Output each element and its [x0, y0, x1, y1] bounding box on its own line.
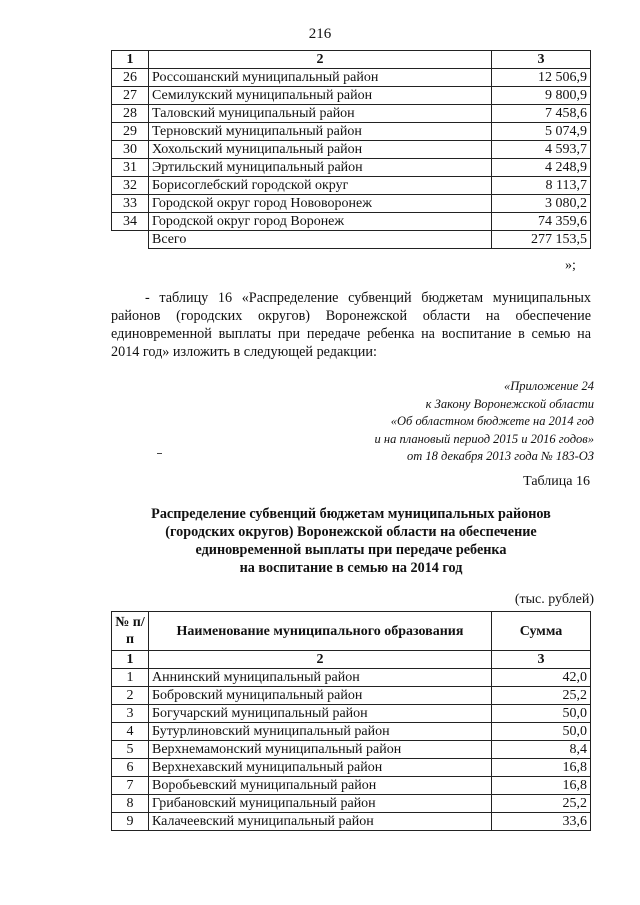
column-index-1: 1 — [112, 651, 149, 669]
municipality-name: Калачеевский муниципальный район — [149, 813, 492, 831]
column-index-2: 2 — [149, 51, 492, 69]
table-row — [112, 741, 591, 759]
municipality-name: Бутурлиновский муниципальный район — [149, 723, 492, 741]
table-row — [112, 705, 591, 723]
amount: 9 800,9 — [492, 87, 591, 105]
amount: 8 113,7 — [492, 177, 591, 195]
municipality-name: Городской округ город Воронеж — [149, 213, 492, 231]
municipality-name: Терновский муниципальный район — [149, 123, 492, 141]
table-row — [112, 759, 591, 777]
municipality-name: Эртильский муниципальный район — [149, 159, 492, 177]
table-row — [112, 777, 591, 795]
table-row — [112, 69, 591, 87]
row-number: 34 — [112, 213, 149, 231]
column-index-3: 3 — [492, 651, 591, 669]
annex-line: к Закону Воронежской области — [425, 396, 594, 411]
row-number: 5 — [112, 741, 149, 759]
amount: 50,0 — [492, 723, 591, 741]
title-line: единовременной выплаты при передаче ребенка — [195, 542, 507, 558]
total-value: 277 153,5 — [492, 231, 591, 249]
municipality-name: Таловский муниципальный район — [149, 105, 492, 123]
column-header-name: Наименование муниципального образования — [149, 612, 492, 651]
amount: 16,8 — [492, 777, 591, 795]
table-header-row — [112, 612, 591, 651]
municipality-name: Бобровский муниципальный район — [149, 687, 492, 705]
empty-cell — [112, 231, 149, 249]
row-number: 3 — [112, 705, 149, 723]
table-label: Таблица 16 — [523, 474, 590, 489]
municipality-name: Семилукский муниципальный район — [149, 87, 492, 105]
row-number: 6 — [112, 759, 149, 777]
row-number: 31 — [112, 159, 149, 177]
table-row — [112, 141, 591, 159]
column-index-1: 1 — [112, 51, 149, 69]
title-line: Распределение субвенций бюджетам муниципальных районов — [151, 506, 551, 522]
table-row — [112, 669, 591, 687]
amount: 74 359,6 — [492, 213, 591, 231]
table-index-row — [112, 651, 591, 669]
amendment-text: - таблицу 16 «Распределение субвенций бюджетам муниципальных районов (городских округов) Воронежской области на обеспечение единовременной выплаты при передаче ребенка на воспитание в семью на 2014 год» изложить в следующей редакции: — [111, 290, 591, 360]
table-row — [112, 159, 591, 177]
annex-line: «Об областном бюджете на 2014 год — [390, 414, 594, 428]
amount: 5 074,9 — [492, 123, 591, 141]
row-number: 9 — [112, 813, 149, 831]
row-number: 8 — [112, 795, 149, 813]
row-number: 30 — [112, 141, 149, 159]
table-row — [112, 87, 591, 105]
row-number: 27 — [112, 87, 149, 105]
table-continuation — [111, 50, 591, 249]
row-number: 2 — [112, 687, 149, 705]
amount: 3 080,2 — [492, 195, 591, 213]
table-row — [112, 813, 591, 831]
row-number: 1 — [112, 669, 149, 687]
row-number: 28 — [112, 105, 149, 123]
table-title — [111, 505, 591, 577]
municipality-name: Россошанский муниципальный район — [149, 69, 492, 87]
total-label: Всего — [149, 231, 492, 249]
table-header-row — [112, 51, 591, 69]
column-index-3: 3 — [492, 51, 591, 69]
annex-line: и на плановый период 2015 и 2016 годов» — [374, 431, 594, 446]
table-row — [112, 213, 591, 231]
amount: 4 248,9 — [492, 159, 591, 177]
annex-reference — [375, 378, 594, 466]
amount: 50,0 — [492, 705, 591, 723]
municipality-name: Верхнемамонский муниципальный район — [149, 741, 492, 759]
amount: 16,8 — [492, 759, 591, 777]
table-row — [112, 723, 591, 741]
column-header-number: № п/п — [112, 612, 149, 651]
row-number: 33 — [112, 195, 149, 213]
amount: 25,2 — [492, 795, 591, 813]
closing-quote: »; — [565, 258, 576, 273]
table-row — [112, 195, 591, 213]
row-number: 7 — [112, 777, 149, 795]
amount: 33,6 — [492, 813, 591, 831]
amount: 7 458,6 — [492, 105, 591, 123]
amount: 42,0 — [492, 669, 591, 687]
title-line: (городских округов) Воронежской области на обеспечение — [165, 524, 537, 540]
municipality-name: Хохольский муниципальный район — [149, 141, 492, 159]
row-number: 26 — [112, 69, 149, 87]
municipality-name: Воробьевский муниципальный район — [149, 777, 492, 795]
amendment-paragraph — [111, 289, 591, 361]
unit-label: (тыс. рублей) — [514, 592, 594, 607]
page-number: 216 — [308, 26, 332, 42]
table-row — [112, 177, 591, 195]
municipality-name: Городской округ город Нововоронеж — [149, 195, 492, 213]
municipality-name: Аннинский муниципальный район — [149, 669, 492, 687]
municipality-name: Верхнехавский муниципальный район — [149, 759, 492, 777]
table-row — [112, 105, 591, 123]
municipality-name: Богучарский муниципальный район — [149, 705, 492, 723]
column-header-sum: Сумма — [492, 612, 591, 651]
column-index-2: 2 — [149, 651, 492, 669]
annex-line: от 18 декабря 2013 года № 183-ОЗ — [407, 449, 594, 463]
municipality-name: Борисоглебский городской округ — [149, 177, 492, 195]
annex-line: «Приложение 24 — [504, 379, 594, 393]
table-row — [112, 687, 591, 705]
row-number: 32 — [112, 177, 149, 195]
title-line: на воспитание в семью на 2014 год — [239, 560, 463, 576]
amount: 25,2 — [492, 687, 591, 705]
table-row — [112, 123, 591, 141]
row-number: 29 — [112, 123, 149, 141]
amount: 4 593,7 — [492, 141, 591, 159]
stray-mark — [157, 453, 162, 454]
subsidy-table — [111, 611, 591, 831]
amount: 12 506,9 — [492, 69, 591, 87]
table-row — [112, 795, 591, 813]
municipality-name: Грибановский муниципальный район — [149, 795, 492, 813]
row-number: 4 — [112, 723, 149, 741]
amount: 8,4 — [492, 741, 591, 759]
total-row — [112, 231, 591, 249]
